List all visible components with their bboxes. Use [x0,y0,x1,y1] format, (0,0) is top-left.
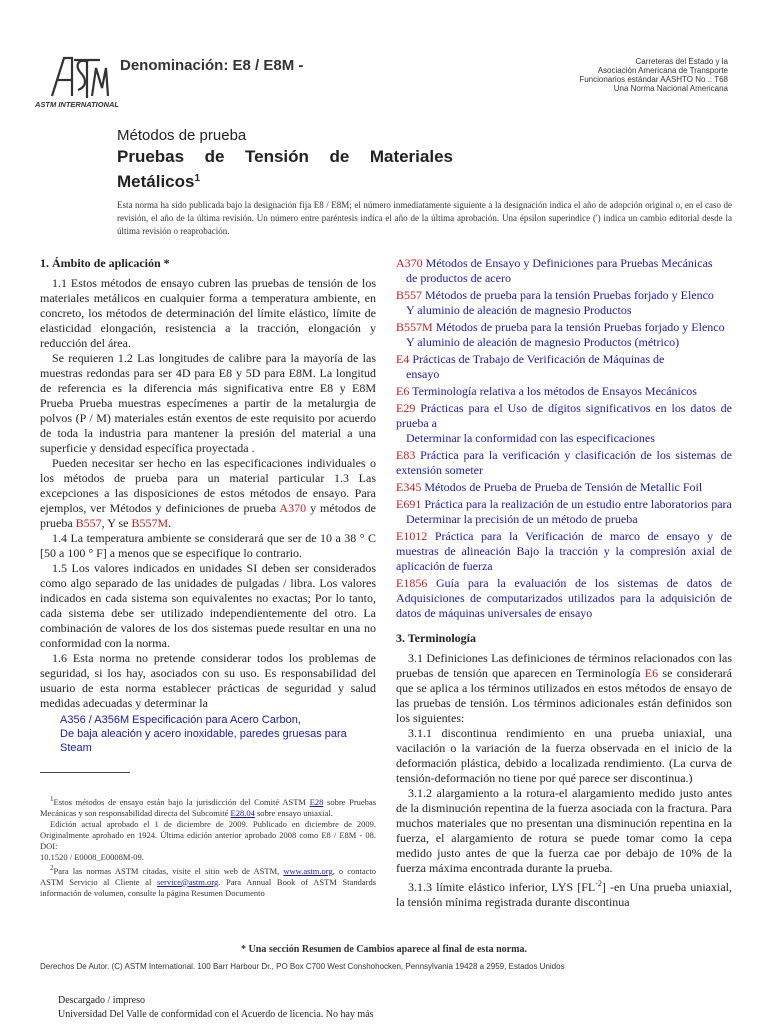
paragraph-1-4: 1.4 La temperatura ambiente se considerará que ser de 10 a 38 ° C [50 a 100 ° F] a menos que se especifique lo contrario. [40,531,376,560]
reference-item [396,320,732,350]
reference-item [396,401,732,446]
section-heading-scope: 1. Ámbito de aplicación * [40,256,170,270]
reference-item [396,288,732,318]
standard-intro-note: Esta norma ha sido publicada bajo la designación fija E8 / E8M; el número inmediatamente siguiente a la designación indica el año de adopción original o, en el caso de revisión, el año de la última revisión. Un número entre paréntesis indica el año de la última aprobación. Una épsilon superíndice (') indica un cambio editorial desde la última revisión o reaprobación. [117,200,732,236]
reference-code-link[interactable]: E6 [396,384,410,398]
document-title-line2: Metálicos$^1$ [117,172,201,191]
spec-a356[interactable]: A356 / A356M Especificación para Acero Carbon, De baja aleación y acero inoxidable, paredes gruesas para Steam [60,714,347,754]
reference-code-link[interactable]: E83 [396,448,416,462]
paragraph-3-1: 3.1 Definiciones Las definiciones de términos relacionados con las pruebas de tensión que aparecen en Terminología E6 se considerará que se aplica a los términos utilizados en estos métodos de ensayo de las pruebas de tensión. Los términos adicionales están definidos son los siguientes: [396,651,732,725]
reference-title: Métodos de prueba para la tensión Pruebas forjado y Elenco [435,320,725,334]
license-line: Universidad Del Valle de conformidad con el Acuerdo de licencia. No hay más [58,1009,374,1020]
reference-item [396,576,732,621]
paragraph-3-1-3: 3.1.3 límite elástico inferior, LYS $[FL^{-2}]$ -en Una prueba uniaxial, la tensión mínima registrada durante discontinua [396,879,732,909]
document-subtitle: Métodos de prueba [117,127,247,144]
reference-code-link[interactable]: E1012 [396,529,428,543]
paragraph-1-1: 1.1 Estos métodos de ensayo cubren las pruebas de tensión de los materiales metálicos en cualquier forma a temperatura ambiente, en concreto, los métodos de determinación del límite elástico, límite de elasticidad elongación, resistencia a la tracción, elongación y reducción del área. [40,276,376,350]
reference-code-link[interactable]: E4 [396,352,410,366]
reference-item [396,352,732,382]
copyright-line: Derechos De Autor. (C) ASTM International. 100 Barr Harbour Dr., PO Box C700 West Conshohocken, Pennsylvania 19428 a 2959, Estados Unidos [40,962,565,971]
reference-title: Prácticas para el Uso de dígitos significativos en los datos de prueba a [396,401,732,430]
header-line: Funcionarios estándar AASHTO No .: T68 [579,75,728,84]
astm-logo [34,52,120,109]
designation: Denominación: E8 / E8M - [120,57,304,74]
paragraph-3-1-2: 3.1.2 alargamiento a la rotura-el alargamiento medido justo antes de la disminución repentina de la fuerza asociada con la fractura. Para muchos materiales que no presentan una disminución repentina en la fuerza, el alargamiento de rotura se puede tomar como la cepa medido justo antes de que la fuerza cae por debajo de 10% de la fuerza máxima encontrada durante la prueba. [396,786,732,875]
reference-title: Prácticas de Trabajo de Verificación de Máquinas de [412,352,665,366]
left-column [40,256,376,755]
download-line: Descargado / impreso [58,995,146,1006]
reference-code-link[interactable]: E29 [396,401,416,415]
footnote-1: $^1$Estos métodos de ensayo están bajo la jurisdicción del Comité ASTM E28 sobre Pruebas Mecánicas y son responsabilidad directa del Subcomité E28.04 sobre ensayo uniaxial. [40,795,377,818]
footnote-divider [40,772,130,773]
reference-code-link[interactable]: E345 [396,480,422,494]
download-notice [58,994,558,1022]
reference-title: Práctica para la realización de un estudio entre laboratorios para [424,497,732,511]
paragraph-1-3: Pueden necesitar ser hecho en las especificaciones individuales o los métodos de prueba para un material particular 1.3 Las excepciones a las disposiciones de estos métodos de ensayo. Para ejemplos, ver Métodos y definiciones de prueba A370 y métodos de prueba B557, Y se B557M. [40,456,376,530]
svg-text:ASTM INTERNATIONAL: ASTM INTERNATIONAL [34,100,120,109]
header-line: Asociación Americana de Transporte [597,66,728,75]
footnote-link-e28-04[interactable]: E28.04 [230,807,255,818]
reference-title: Terminología relativa a los métodos de Ensayos Mecánicos [412,384,697,398]
header-agency-block [508,57,728,93]
reference-code-link[interactable]: A370 [396,256,423,270]
reference-title-cont: Determinar la precisión de un método de prueba [406,512,638,526]
document-title-line1: Pruebas de Tensión de Materiales [117,147,453,166]
title-footnote-mark: 1 [194,173,201,184]
footnote-edition: Edición actual aprobado el 1 de diciembre de 2009. Publicado en diciembre de 2009. Originalmente aprobado en 1924. Última edición anterior aprobado 2008 como E8 / E8M - 08. DOI: [40,818,376,851]
paragraph-1-5: 1.5 Los valores indicados en unidades SI deben ser considerados como algo separado de las unidades de pulgadas / libra. Los valores indicados en cada sistema son equivalentes no exactas; Por lo tanto, cada sistema debe ser utilizado independientemente del otro. La combinación de valores de los dos sistemas puede resultar en una no conformidad con la norma. [40,561,376,650]
reference-item [396,497,732,527]
footnotes [40,794,376,899]
summary-of-changes-note: * Una sección Resumen de Cambios aparece al final de esta norma. [241,944,527,955]
reference-code-link[interactable]: B557 [396,288,423,302]
reference-code-link[interactable]: E1856 [396,576,428,590]
reference-title: Métodos de Ensayo y Definiciones para Pruebas Mecánicas [425,256,713,270]
reference-item [396,448,732,478]
reference-code-link[interactable]: E691 [396,497,422,511]
service-email-link[interactable]: service@astm.org [156,876,219,887]
reference-title-cont: Y aluminio de aleación de magnesio Productos [406,303,632,317]
reference-title: Práctica para la verificación y clasificación de los sistemas de extensión someter [396,448,733,477]
reference-title: Práctica para la Verificación de marco de ensayo y de muestras de alineación Bajo la tracción y la compresión axial de aplicación de fuerza [396,529,732,573]
reference-title-cont: Determinar la conformidad con las especificaciones [406,431,655,445]
footnote-2: $^2$Para las normas ASTM citadas, visite el sitio web de ASTM, www.astm.org, o contacto ASTM Servicio al Cliente al service@astm.org. Para Annual Book of ASTM Standards información de volumen, consulte la página Resumen Documento [40,863,377,898]
reference-code-link[interactable]: B557M [396,320,433,334]
title-block [117,127,453,193]
right-column [396,256,732,910]
paragraph-1-2: Se requieren 1.2 Las longitudes de calibre para la mayoría de las muestras redondas para ser 4D para E8 y 5D para E8M. La longitud de referencia es la diferencia más significativa entre E8 y E8M Prueba Prueba muestras especímenes a partir de la metalurgia de polvos (P / M) materiales están exentos de este requisito por acuerdo de toda la industria para mantener la presión del material a una superficie y densidad específica proyectada . [40,351,376,455]
reference-item [396,480,732,495]
ref-link-a370[interactable]: A370 [279,501,307,515]
reference-title-cont: de productos de acero [406,271,511,285]
paragraph-1-6: 1.6 Esta norma no pretende considerar todos los problemas de seguridad, si los hay, asociados con su uso. Es responsabilidad del usuario de esta norma establecer prácticas de seguridad y salud medidas adecuadas y determinar la [40,651,376,710]
reference-title-cont: ensayo [406,367,440,381]
reference-title-cont: Y aluminio de aleación de magnesio Productos (métrico) [406,335,680,349]
header-line: Carreteras del Estado y la [635,57,728,66]
reference-item [396,384,732,399]
reference-item [396,529,732,574]
reference-title: Métodos de prueba para la tensión Pruebas forjado y Elenco [425,288,714,302]
footnote-doi: 10.1520 / E0008_E0008M-09. [40,851,144,862]
reference-title: Guía para la evaluación de los sistemas de datos de Adquisiciones de computarizados utilizados para la adquisición de datos de máquinas universales de ensayo [396,576,732,620]
ref-link-e6[interactable]: E6 [644,666,659,680]
astm-website-link[interactable]: www.astm.org [283,865,333,876]
paragraph-3-1-1: 3.1.1 discontinua rendimiento en una prueba uniaxial, una vacilación o la variación de la fuerza observada en el inicio de la deformación plástica, debido a localizada rendimiento. (La curva de tensión-deformación no tiene por qué parece ser discontinua.) [396,726,732,785]
ref-link-b557[interactable]: B557 [75,516,102,530]
referenced-documents [396,256,732,621]
reference-title: Métodos de Prueba de Prueba de Tensión de Metallic Foil [424,480,703,494]
section-heading-terminology: 3. Terminología [396,631,477,645]
header-line: Una Norma Nacional Americana [613,84,728,93]
footnote-link-e28[interactable]: E28 [309,796,324,807]
ref-link-b557m[interactable]: B557M [131,516,169,530]
reference-item [396,256,732,286]
